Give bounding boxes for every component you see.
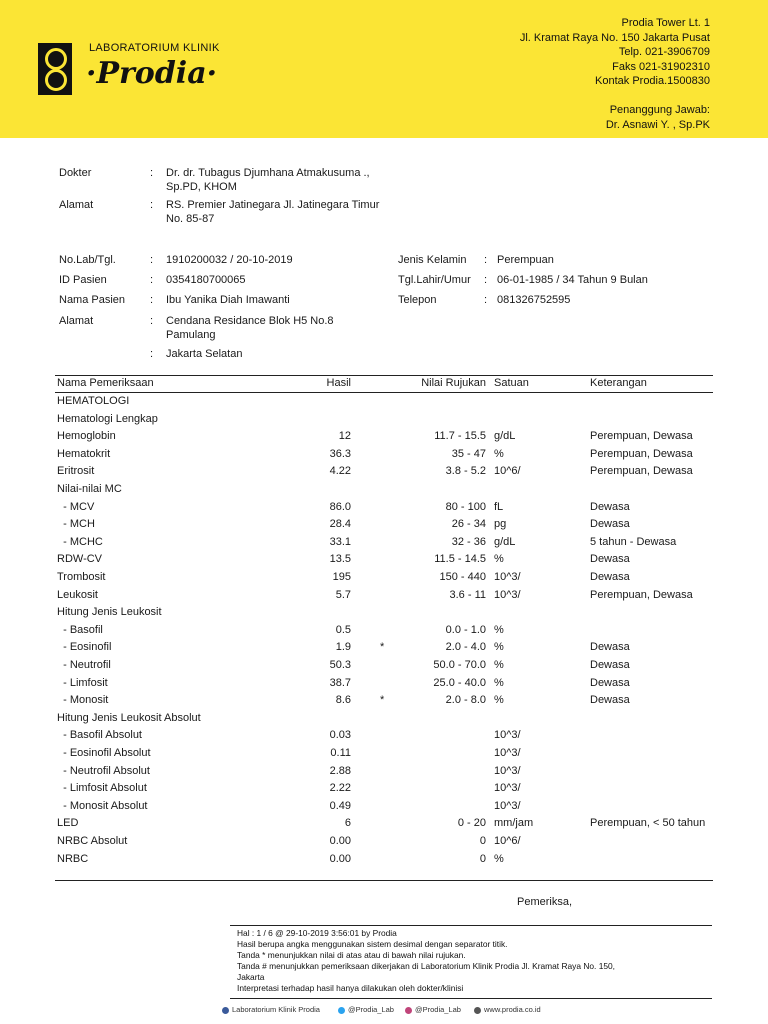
contact-line: Prodia Tower Lt. 1 [621,17,710,29]
id-value: 0354180700065 [166,274,246,286]
header-name: Nama Pemeriksaan [57,377,154,389]
result-value: 6 [344,817,351,830]
result-value: 0.49 [329,799,351,812]
result-value: 4.22 [329,465,351,478]
result-note: Dewasa [590,553,630,566]
nama-value: Ibu Yanika Diah Imawanti [166,294,290,306]
social-website[interactable] [474,1005,541,1014]
header-hasil: Hasil [326,377,351,389]
result-note: Dewasa [590,518,630,531]
table-row [0,782,768,799]
dokter-title: Sp.PD, KHOM [166,181,237,193]
result-name: - Monosit Absolut [57,799,148,812]
result-value: 5.7 [335,588,351,601]
pj-label: Penanggung Jawab: [609,103,710,116]
result-value: 12 [338,430,351,443]
table-row [0,747,768,764]
nama-label: Nama Pasien [59,294,126,306]
globe-icon [474,1007,481,1014]
result-unit: 10^3/ [494,747,521,759]
pasien-alamat-3: Jakarta Selatan [166,348,243,360]
table-row [0,729,768,746]
result-unit: % [494,694,504,707]
result-value: 195 [332,571,351,583]
result-name: Leukosit [57,588,98,601]
tgl-value: 06-01-1985 / 34 Tahun 9 Bulan [497,274,648,286]
table-row [0,448,768,465]
logo-subtitle: LABORATORIUM KLINIK [89,42,220,54]
footer-line: Interpretasi terhadap hasil hanya dilakukan oleh dokter/klinisi [237,983,464,993]
instagram-icon [405,1007,412,1014]
result-flag: * [380,694,385,707]
result-unit: 10^3/ [494,799,521,812]
result-name: Hematologi Lengkap [57,412,158,425]
result-value: 38.7 [329,676,351,689]
dokter-alamat-2: No. 85-87 [166,213,215,225]
pemeriksa-label: Pemeriksa, [517,896,573,908]
result-unit: g/dL [494,430,516,443]
colon: : [150,199,154,211]
result-value: 0.00 [329,835,351,847]
contact-line: Jl. Kramat Raya No. 150 Jakarta Pusat [519,31,710,44]
social-facebook[interactable] [222,1005,320,1014]
result-name: LED [57,817,79,830]
table-row [0,501,768,518]
result-value: 0.5 [335,623,351,636]
result-unit: 10^3/ [494,729,521,742]
result-note: Dewasa [590,676,630,689]
table-row [0,518,768,535]
colon: : [484,294,488,306]
id-label: ID Pasien [59,274,107,286]
header-ref: Nilai Rujukan [421,377,486,389]
result-note: Dewasa [590,659,630,671]
footer-notes [237,928,615,994]
contact-line: Faks 021-31902310 [612,60,710,73]
result-name: Trombosit [57,571,106,583]
result-name: - MCHC [57,535,103,548]
social-instagram[interactable] [405,1005,461,1014]
result-unit: mm/jam [494,817,534,830]
result-unit: fL [494,500,504,513]
result-name: - Monosit [57,694,109,707]
dokter-name: Dr. dr. Tubagus Djumhana Atmakusuma ., [166,167,370,179]
result-unit: % [494,623,504,636]
result-name: Hitung Jenis Leukosit [57,606,162,619]
footer-rule-2 [230,998,712,999]
result-note: 5 tahun - Dewasa [590,535,677,548]
result-value: 0.03 [329,729,351,742]
result-name: - Limfosit Absolut [57,782,147,795]
footer-line: Hasil berupa angka menggunakan sistem desimal dengan separator titik. [237,939,508,949]
table-row [0,606,768,623]
result-value: 0.00 [329,852,351,865]
colon: : [150,315,154,327]
result-reference: 0 [479,835,486,847]
table-header-rule [55,392,713,393]
result-name: NRBC Absolut [57,835,128,847]
colon: : [150,167,154,179]
result-unit: 10^3/ [494,782,521,795]
result-note: Dewasa [590,641,630,654]
dokter-label: Dokter [59,167,92,179]
footer-line: Hal : 1 / 6 @ 29-10-2019 3:56:01 by Prodia [237,928,397,938]
result-value: 0.11 [330,747,351,759]
result-flag: * [380,641,385,654]
table-row [0,800,768,817]
colon: : [150,254,154,266]
result-name: - Basofil Absolut [57,729,142,742]
result-note: Perempuan, Dewasa [590,465,693,478]
pasien-alamat-label: Alamat [59,315,94,327]
result-value: 2.22 [329,782,351,795]
result-note: Dewasa [590,571,630,583]
contact-line: Kontak Prodia.1500830 [595,75,710,88]
result-name: - Neutrofil [57,659,111,671]
colon: : [150,294,154,306]
result-unit: 10^6/ [494,835,521,847]
social-twitter[interactable] [338,1005,394,1014]
result-value: 13.5 [329,553,351,566]
result-reference: 0.0 - 1.0 [445,623,486,636]
footer-rule [230,925,712,926]
dokter-alamat-label: Alamat [59,199,94,211]
result-name: Nilai-nilai MC [57,483,122,495]
facebook-icon [222,1007,229,1014]
result-reference: 0 - 20 [457,817,486,830]
table-row [0,413,768,430]
result-value: 28.4 [329,518,351,531]
footer-line: Tanda # menunjukkan pemeriksaan dikerjakan di Laboratorium Klinik Prodia Jl. Kramat Raya No. 150, [237,961,616,971]
jk-value: Perempuan [497,254,554,266]
result-note: Perempuan, < 50 tahun [590,817,706,830]
table-row [0,641,768,658]
pasien-alamat-1: Cendana Residance Blok H5 No.8 [166,315,334,327]
telp-label: Telepon [398,294,437,306]
dokter-alamat-1: RS. Premier Jatinegara Jl. Jatinegara Timur [166,199,380,211]
result-unit: % [494,676,504,689]
table-row [0,483,768,500]
result-name: - Eosinofil Absolut [57,747,151,759]
contact-line: Telp. 021-3906709 [618,46,710,59]
colon: : [150,348,154,360]
result-reference: 2.0 - 4.0 [445,641,486,654]
result-unit: 10^3/ [494,588,521,601]
nolab-value: 1910200032 / 20-10-2019 [166,254,293,266]
result-unit: 10^3/ [494,571,521,583]
result-name: RDW-CV [57,553,103,566]
result-unit: % [494,553,504,566]
result-reference: 0 [479,852,486,865]
header-unit: Satuan [494,377,529,389]
result-unit: % [494,641,504,654]
result-value: 33.1 [329,535,351,548]
table-row [0,835,768,852]
result-value: 50.3 [329,659,351,671]
table-row [0,553,768,570]
result-value: 8.6 [335,694,351,707]
result-reference: 25.0 - 40.0 [433,676,486,689]
result-value: 36.3 [329,447,351,460]
result-reference: 35 - 47 [451,447,486,460]
result-reference: 11.5 - 14.5 [434,553,486,566]
social-label: @Prodia_Lab [348,1005,394,1014]
colon: : [150,274,154,286]
table-row [0,817,768,834]
result-name: HEMATOLOGI [57,395,130,407]
result-reference: 11.7 - 15.5 [434,430,486,443]
telp-value: 081326752595 [497,294,571,306]
result-unit: g/dL [494,535,516,548]
table-row [0,677,768,694]
result-name: Hemoglobin [57,430,116,443]
result-note: Dewasa [590,500,630,513]
result-unit: pg [494,518,507,531]
table-row [0,659,768,676]
result-reference: 150 - 440 [439,571,486,583]
result-name: - Basofil [57,623,103,636]
pj-name: Dr. Asnawi Y. , Sp.PK [605,118,710,131]
table-row [0,395,768,412]
table-top-rule [55,375,713,376]
result-unit: 10^6/ [494,465,521,478]
table-row [0,694,768,711]
result-unit: 10^3/ [494,764,521,777]
twitter-icon [338,1007,345,1014]
table-row [0,853,768,870]
social-label: @Prodia_Lab [415,1005,461,1014]
header-ket: Keterangan [590,377,647,389]
table-row [0,765,768,782]
result-unit: % [494,659,504,671]
table-row [0,712,768,729]
result-reference: 3.8 - 5.2 [445,465,486,478]
result-value: 2.88 [329,764,351,777]
result-reference: 2.0 - 8.0 [445,694,486,707]
tgl-label: Tgl.Lahir/Umur [398,274,471,286]
result-unit: % [494,447,504,460]
result-name: Hematokrit [57,447,111,460]
header-band [0,0,768,138]
result-reference: 3.6 - 11 [449,588,486,601]
result-note: Dewasa [590,694,630,707]
result-name: - Limfosit [57,676,108,689]
footer-line: Jakarta [237,972,265,982]
result-note: Perempuan, Dewasa [590,430,693,443]
table-row [0,571,768,588]
footer-line: Tanda * menunjukkan nilai di atas atau di bawah nilai rujukan. [237,950,466,960]
result-value: 86.0 [329,500,351,513]
table-row [0,465,768,482]
result-name: - MCH [57,518,95,531]
logo-wordmark: ·Prodia· [86,56,218,91]
table-row [0,589,768,606]
result-name: - Eosinofil [57,641,112,654]
contact-block [520,16,710,132]
result-reference: 32 - 36 [451,535,486,548]
result-reference: 50.0 - 70.0 [433,659,486,671]
colon: : [484,254,488,266]
result-name: NRBC [57,852,89,865]
result-name: - MCV [57,500,95,513]
social-label: www.prodia.co.id [484,1005,541,1014]
table-bottom-rule [55,880,713,881]
result-name: Eritrosit [57,465,95,478]
table-row [0,624,768,641]
table-row [0,430,768,447]
result-note: Perempuan, Dewasa [590,447,693,460]
colon: : [484,274,488,286]
result-unit: % [494,852,504,865]
nolab-label: No.Lab/Tgl. [59,254,116,266]
pasien-alamat-2: Pamulang [166,329,216,341]
result-name: Hitung Jenis Leukosit Absolut [57,711,201,724]
result-note: Perempuan, Dewasa [590,588,693,601]
result-value: 1.9 [335,641,351,654]
prodia-logo-icon [38,43,72,95]
result-reference: 26 - 34 [451,518,486,531]
result-reference: 80 - 100 [445,500,486,513]
social-label: Laboratorium Klinik Prodia [232,1005,320,1014]
result-name: - Neutrofil Absolut [57,764,150,777]
jk-label: Jenis Kelamin [398,254,467,266]
table-row [0,536,768,553]
